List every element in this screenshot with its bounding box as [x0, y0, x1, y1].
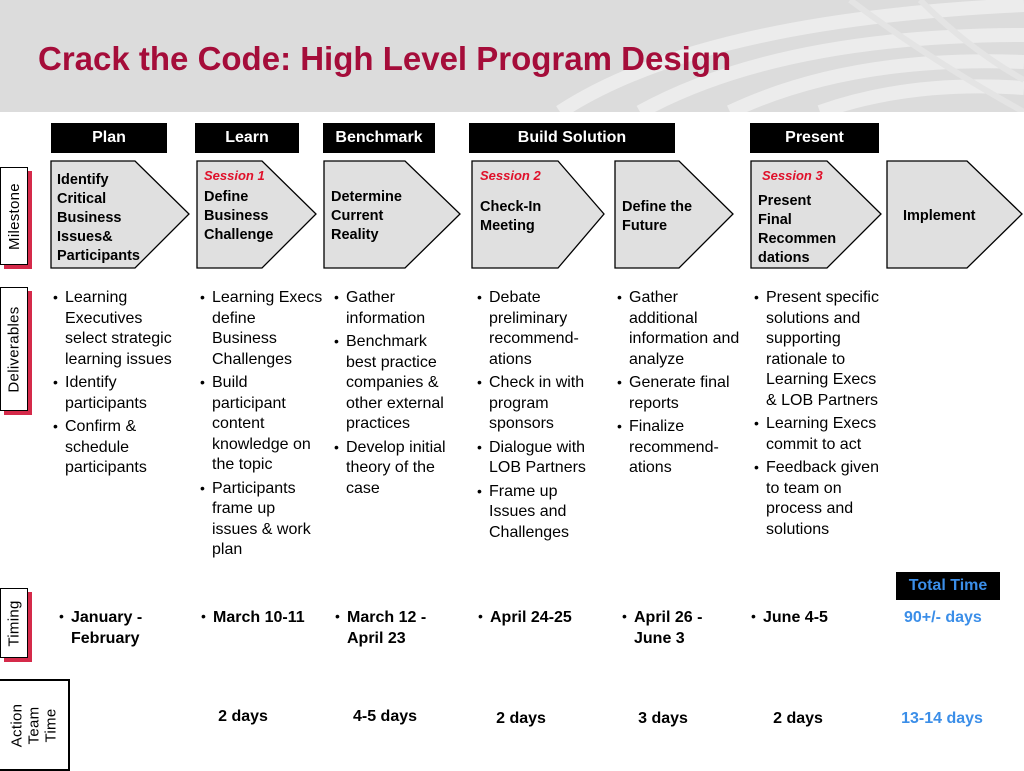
list-item: • Generate final reports [614, 373, 744, 414]
timing-check-in: • April 24-25 [476, 607, 610, 628]
list-item: • Learning Execs commit to act [751, 414, 891, 455]
list-item: • Finalize recommend-ations [614, 417, 744, 479]
milestone-identify-issues: Identify Critical Business Issues& Participants [57, 172, 140, 264]
milestone-define-the-future: Define the Future [622, 199, 693, 234]
team-time-present: 2 days [773, 710, 823, 727]
phase-benchmark: Benchmark [323, 123, 435, 153]
timing-benchmark: • March 12 - April 23 [333, 607, 457, 649]
list-item: • Identify participants [50, 373, 185, 414]
timing-plan: • January - February [57, 607, 181, 649]
total-time-header: Total Time [896, 572, 1000, 600]
row-label-milestone: Milestone [0, 167, 28, 265]
deliverables-learn [197, 288, 323, 564]
list-item: • Gather information [331, 288, 451, 329]
list-item: • Confirm & schedule participants [50, 417, 185, 479]
milestone-shapes [0, 0, 1024, 290]
list-item: • Check in with program sponsors [474, 373, 599, 435]
list-item: • Present specific solutions and supporting rationale to Learning Execs & LOB Partners [751, 288, 891, 411]
milestone-determine-current-reality: Determine Current Reality [331, 189, 402, 243]
phase-build-solution: Build Solution [469, 123, 675, 153]
milestone-define-business-challenge: Define Business Challenge [204, 189, 274, 243]
list-item: • Learning Executives select strategic learning issues [50, 288, 185, 370]
team-time-total: 13-14 days [901, 710, 983, 727]
timing-total: 90+/- days [904, 609, 982, 626]
timing-define-future: • April 26 - June 3 [620, 607, 734, 649]
list-item: • Frame up Issues and Challenges [474, 482, 599, 544]
milestone-implement: Implement [903, 208, 976, 224]
list-item: • Debate preliminary recommend-ations [474, 288, 599, 370]
team-time-define-future: 3 days [638, 710, 688, 727]
deliverables-present [751, 288, 891, 543]
row-label-timing: Timing [0, 588, 28, 658]
list-item: • Feedback given to team on process and solutions [751, 458, 891, 540]
session-3-label: Session 3 [762, 168, 823, 183]
list-item: • Learning Execs define Business Challenges [197, 288, 323, 370]
team-time-learn: 2 days [218, 708, 268, 725]
list-item: • Participants frame up issues & work plan [197, 479, 323, 561]
deliverables-build-solution [474, 288, 599, 546]
deliverables-define-future [614, 288, 744, 482]
list-item: • Gather additional information and analyze [614, 288, 744, 370]
team-time-check-in: 2 days [496, 710, 546, 727]
list-item: • Develop initial theory of the case [331, 438, 451, 500]
list-item: • Dialogue with LOB Partners [474, 438, 599, 479]
deliverables-benchmark [331, 288, 451, 502]
row-label-action-team-time: Action Team Time [0, 679, 70, 771]
list-item: • Benchmark best practice companies & other external practices [331, 332, 451, 435]
page-title: Crack the Code: High Level Program Design [38, 40, 732, 77]
deliverables-plan [50, 288, 185, 482]
row-label-deliverables: Deliverables [0, 287, 28, 411]
milestone-check-in-meeting: Check-In Meeting [480, 199, 542, 234]
timing-present: • June 4-5 [749, 607, 863, 628]
session-1-label: Session 1 [204, 168, 265, 183]
session-2-label: Session 2 [480, 168, 541, 183]
phase-present: Present [750, 123, 879, 153]
team-time-benchmark: 4-5 days [352, 708, 418, 725]
timing-learn: • March 10-11 [199, 607, 333, 628]
phase-plan: Plan [51, 123, 167, 153]
phase-learn: Learn [195, 123, 299, 153]
milestone-present-final-recommendations: Present Final Recommen dations [758, 193, 837, 266]
list-item: • Build participant content knowledge on the topic [197, 373, 323, 476]
